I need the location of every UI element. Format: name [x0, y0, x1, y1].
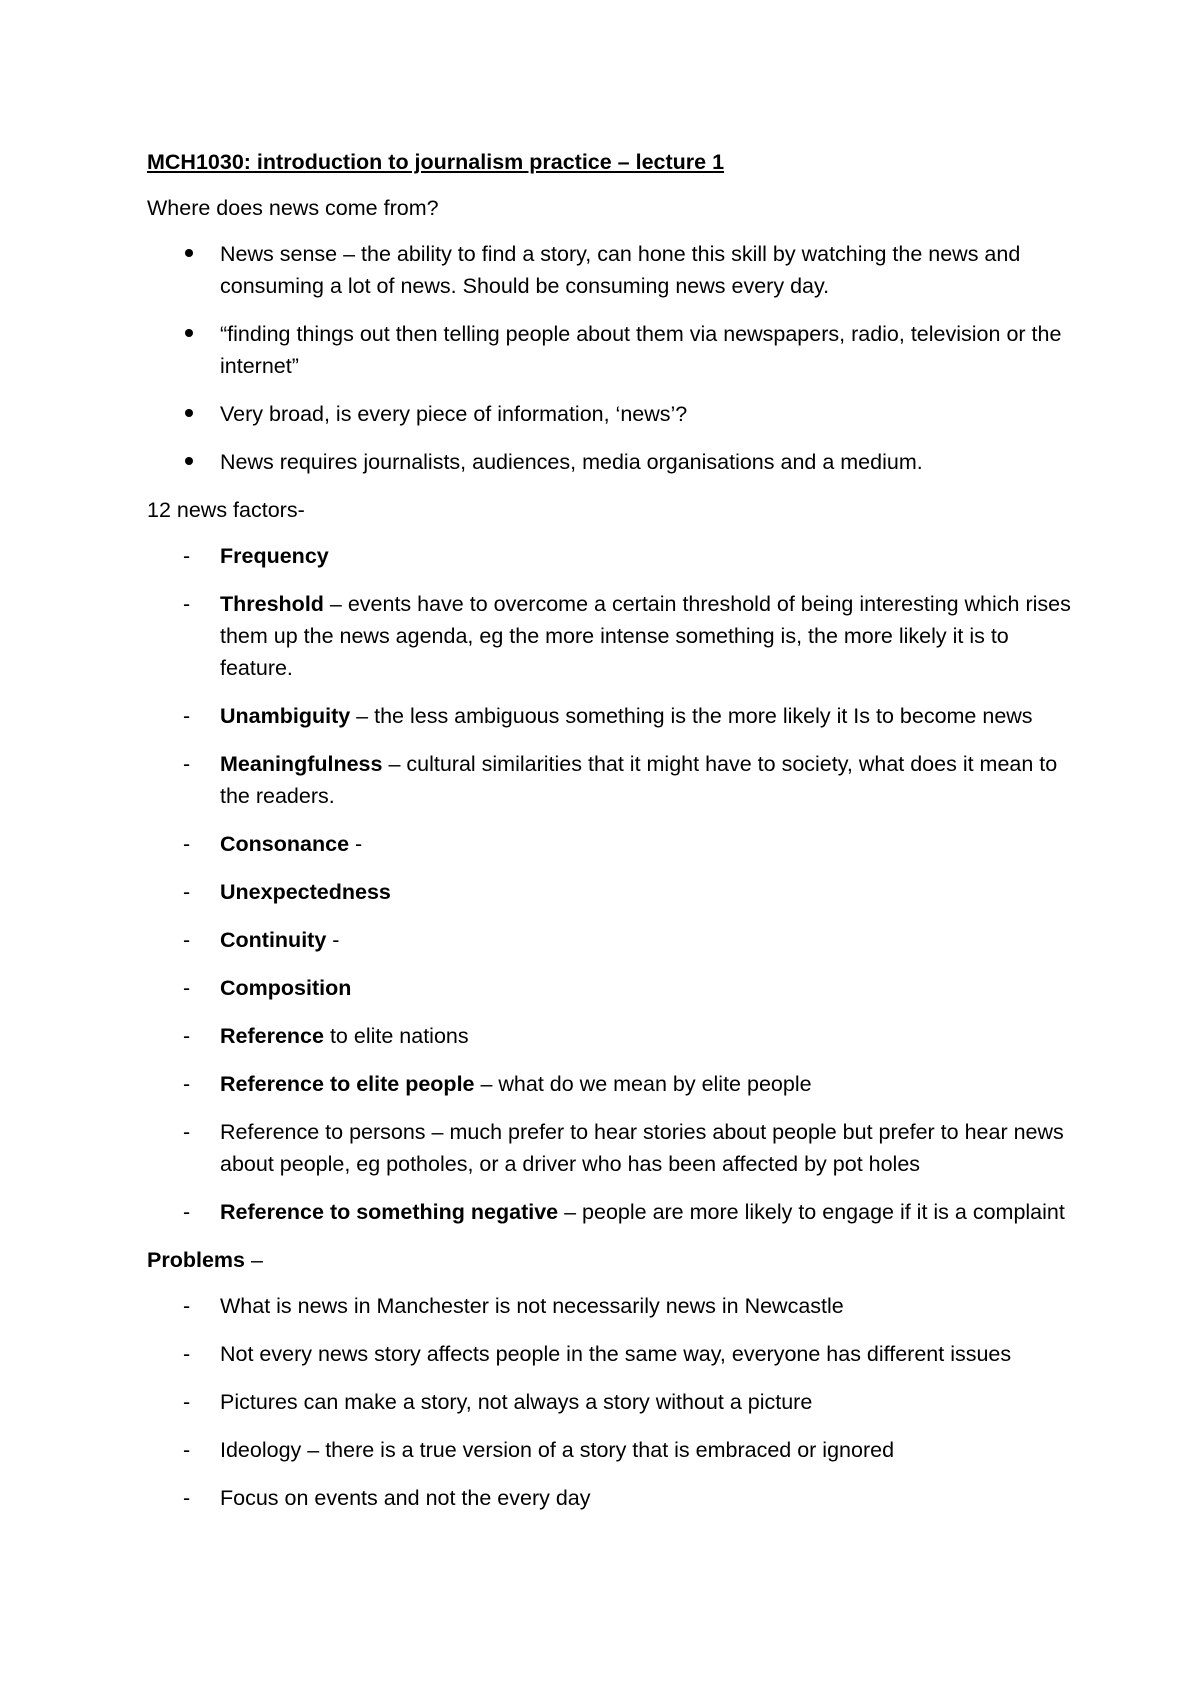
list-item: - Not every news story affects people in the same way, everyone has different issues	[147, 1338, 1077, 1370]
list-item	[147, 972, 1077, 1004]
factor-term: Threshold	[220, 592, 324, 616]
list-item	[147, 876, 1077, 908]
section-heading-news-factors: 12 news factors-	[147, 498, 305, 522]
news-source-bullet-list	[147, 238, 1077, 478]
list-item	[147, 1196, 1077, 1228]
list-item	[147, 588, 1077, 684]
factor-term: Meaningfulness	[220, 752, 383, 776]
factor-term: Continuity	[220, 928, 327, 952]
section-heading-news-source: Where does news come from?	[147, 196, 439, 220]
factor-description: – the less ambiguous something is the more likely it Is to become news	[350, 704, 1033, 728]
list-item	[147, 924, 1077, 956]
list-item: News sense – the ability to find a story, can hone this skill by watching the news and consuming a lot of news. Should be consuming news every day.	[147, 238, 1077, 302]
list-item: - Ideology – there is a true version of a story that is embraced or ignored	[147, 1434, 1077, 1466]
list-item: Very broad, is every piece of information, ‘news’?	[147, 398, 1077, 430]
factor-description: – what do we mean by elite people	[474, 1072, 812, 1096]
factor-description: – cultural similarities that it might have to society, what does it mean to the readers.	[220, 752, 1058, 808]
factor-description: Reference to persons – much prefer to hear stories about people but prefer to hear news about people, eg potholes, or a driver who has been affected by pot holes	[220, 1120, 1064, 1176]
list-item: News requires journalists, audiences, media organisations and a medium.	[147, 446, 1077, 478]
section-heading-problems	[147, 1244, 1077, 1276]
problems-list	[147, 1290, 1077, 1514]
factor-description: – people are more likely to engage if it is a complaint	[558, 1200, 1065, 1224]
list-item	[147, 1116, 1077, 1180]
problems-heading-dash: –	[244, 1248, 263, 1272]
factor-term: Composition	[220, 976, 352, 1000]
list-item	[147, 828, 1077, 860]
list-item: - What is news in Manchester is not necessarily news in Newcastle	[147, 1290, 1077, 1322]
factor-description: – events have to overcome a certain threshold of being interesting which rises them up the news agenda, eg the more intense something is, the more likely it is to feature.	[220, 592, 1071, 680]
factor-term: Frequency	[220, 544, 329, 568]
factor-term: Reference	[220, 1024, 324, 1048]
factor-term: Unambiguity	[220, 704, 351, 728]
list-item: - Focus on events and not the every day	[147, 1482, 1077, 1514]
factor-term: Reference to elite people	[220, 1072, 475, 1096]
factor-term: Unexpectedness	[220, 880, 391, 904]
list-item	[147, 1020, 1077, 1052]
list-item	[147, 1068, 1077, 1100]
list-item: “finding things out then telling people about them via newspapers, radio, television or the internet”	[147, 318, 1077, 382]
factor-description: -	[349, 832, 363, 856]
document-page	[147, 146, 1077, 1530]
news-factors-list	[147, 540, 1077, 1228]
factor-description: -	[326, 928, 340, 952]
factor-term: Reference to something negative	[220, 1200, 559, 1224]
factor-description: to elite nations	[323, 1024, 469, 1048]
list-item	[147, 700, 1077, 732]
page-title: MCH1030: introduction to journalism practice – lecture 1	[147, 150, 725, 174]
problems-heading-label: Problems	[147, 1248, 245, 1272]
list-item: - Pictures can make a story, not always a story without a picture	[147, 1386, 1077, 1418]
list-item	[147, 540, 1077, 572]
factor-term: Consonance	[220, 832, 350, 856]
list-item	[147, 748, 1077, 812]
